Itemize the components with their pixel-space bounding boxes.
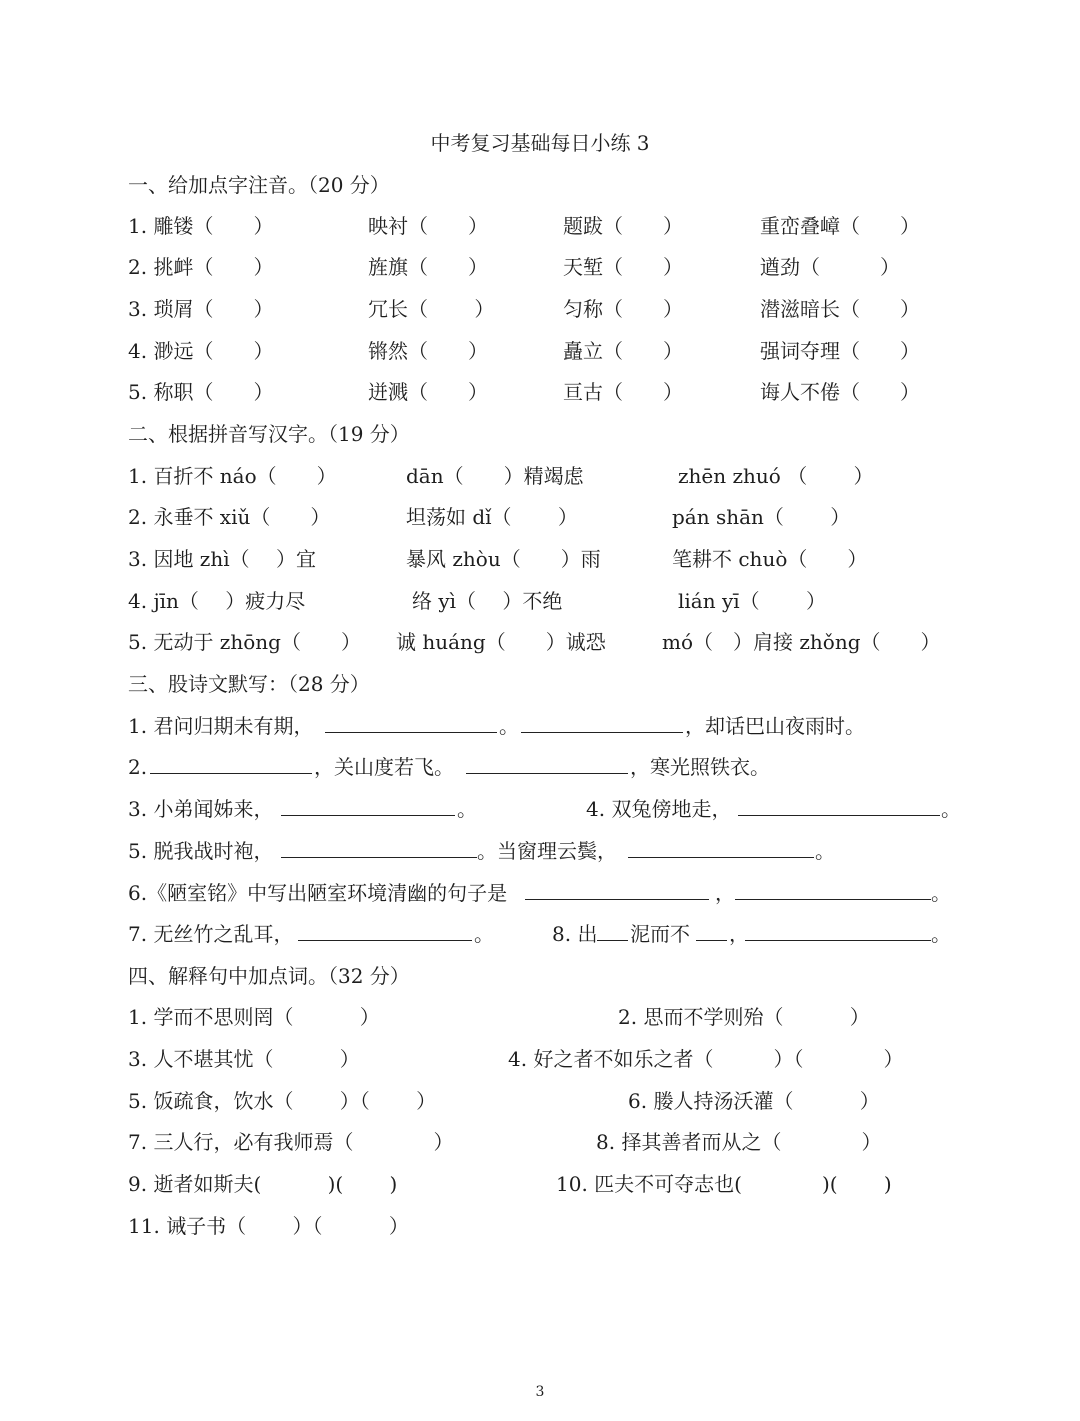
question-item: 映衬（ ） [368,214,488,238]
question-item: 10. 匹夫不可夺志也( )( ) [556,1172,892,1196]
list-item [0,250,1080,284]
list-item [0,876,1080,910]
list-item [0,917,1080,951]
section4 [0,959,1080,993]
question-text: 。 [931,922,951,946]
question-item: 5. 称职（ ） [128,380,274,404]
question-item: 诲人不倦（ ） [760,380,920,404]
list-item [0,542,1080,576]
question-item: 1. 雕镂（ ） [128,214,274,238]
question-item: 5. 饭疏食，饮水（ ）（ ） [128,1089,437,1113]
answer-blank[interactable] [150,751,312,774]
question-item: pán shān（ ） [672,505,851,529]
question-item: 2. 挑衅（ ） [128,255,274,279]
question-item: 6. 媵人持汤沃灌（ ） [628,1089,880,1113]
question-text: ， [715,881,735,905]
answer-blank[interactable] [735,877,931,900]
question-item: 迸溅（ ） [368,380,488,404]
section-heading: 二、根据拼音写汉字。（19 分） [128,422,410,446]
answer-blank[interactable] [521,710,683,733]
section3 [0,667,1080,701]
question-item: 4. jīn（ ）疲力尽 [128,589,306,613]
question-item: 遒劲（ ） [760,255,900,279]
question-item: 8. 择其善者而从之（ ） [596,1130,882,1154]
question-text: 3. 小弟闻姊来， [128,797,274,821]
question-item: 5. 无动于 zhōng（ ） [128,630,361,654]
answer-blank[interactable] [745,918,931,941]
answer-blank[interactable] [597,918,628,941]
question-item: 匀称（ ） [563,297,683,321]
answer-blank[interactable] [298,918,472,941]
question-item: 潜滋暗长（ ） [760,297,920,321]
list-item [0,834,1080,868]
list-item [0,209,1080,243]
answer-blank[interactable] [525,877,709,900]
question-item: 9. 逝者如斯夫( )( ) [128,1172,398,1196]
question-item: 3. 琐屑（ ） [128,297,274,321]
section1 [0,168,1080,202]
question-text: 7. 无丝竹之乱耳， [128,922,294,946]
question-text: 。 [474,922,494,946]
question-item: mó（ ）肩接 zhǒng（ ） [662,630,941,654]
answer-blank[interactable] [738,793,940,816]
question-text: 。 [815,839,835,863]
answer-blank[interactable] [281,793,455,816]
list-item [0,500,1080,534]
question-text: 。当窗理云鬓， [477,839,617,863]
question-item: 冗长（ ） [368,297,495,321]
question-text: 泥而不 [630,922,690,946]
question-text: 4. 双兔傍地走， [586,797,732,821]
list-item [0,1000,1080,1034]
question-item: 11. 诫子书（ ）（ ） [128,1214,409,1238]
question-item: 题跋（ ） [563,214,683,238]
list-item [0,584,1080,618]
answer-blank[interactable] [281,835,477,858]
question-item: 矗立（ ） [563,339,683,363]
question-text: 8. 出 [552,922,598,946]
section-heading: 三、股诗文默写：（28 分） [128,672,370,696]
question-item: zhēn zhuó （ ） [678,464,874,488]
question-item: 暴风 zhòu（ ）雨 [406,547,601,571]
question-item: 4. 渺远（ ） [128,339,274,363]
section-heading: 四、解释句中加点词。（32 分） [128,964,410,988]
question-item: 4. 好之者不如乐之者（ ）（ ） [508,1047,904,1071]
question-text: 。 [457,797,477,821]
question-text: 6.《陋室铭》中写出陋室环境清幽的句子是 [128,881,508,905]
list-item [0,750,1080,784]
list-item [0,792,1080,826]
answer-blank[interactable] [466,751,628,774]
question-text: 5. 脱我战时袍， [128,839,274,863]
list-item [0,375,1080,409]
answer-blank[interactable] [628,835,814,858]
question-item: 3. 人不堪其忧（ ） [128,1047,360,1071]
list-item [0,292,1080,326]
question-item: 3. 因地 zhì（ ）宜 [128,547,316,571]
question-item: 1. 学而不思则罔（ ） [128,1005,380,1029]
question-item: 强词夺理（ ） [760,339,920,363]
page-number: 3 [535,1384,545,1400]
question-item: 络 yì（ ）不绝 [412,589,563,613]
question-item: dān（ ）精竭虑 [406,464,584,488]
question-item: 笔耕不 chuò（ ） [672,547,868,571]
question-item: 诚 huáng（ ）诚恐 [396,630,606,654]
question-text: ， [729,922,749,946]
list-item [0,625,1080,659]
page-title: 中考复习基础每日小练 3 [430,131,650,155]
list-item [0,1167,1080,1201]
question-text: 。 [941,797,961,821]
question-item: lián yī（ ） [678,589,827,613]
answer-blank[interactable] [325,710,497,733]
question-item: 亘古（ ） [563,380,683,404]
list-item [0,1084,1080,1118]
question-item: 7. 三人行，必有我师焉（ ） [128,1130,454,1154]
list-item [0,1125,1080,1159]
section2 [0,417,1080,451]
answer-blank[interactable] [696,918,727,941]
question-text: 1. 君问归期未有期， [128,714,314,738]
question-text: ，却话巴山夜雨时。 [685,714,865,738]
question-item: 1. 百折不 náo（ ） [128,464,337,488]
list-item [0,1042,1080,1076]
list-item [0,459,1080,493]
question-text: ，关山度若飞。 [314,755,454,779]
question-item: 2. 永垂不 xiǔ（ ） [128,505,331,529]
question-item: 坦荡如 dǐ（ ） [406,505,578,529]
question-item: 重峦叠嶂（ ） [760,214,920,238]
question-text: 。 [499,714,519,738]
list-item [0,709,1080,743]
section-heading: 一、给加点字注音。（20 分） [128,173,390,197]
question-item: 锵然（ ） [368,339,488,363]
question-item: 天堑（ ） [563,255,683,279]
question-text: ，寒光照铁衣。 [630,755,770,779]
question-item: 旌旗（ ） [368,255,488,279]
question-item: 2. 思而不学则殆（ ） [618,1005,870,1029]
question-text: 2. [128,755,148,779]
question-text: 。 [931,881,951,905]
list-item [0,334,1080,368]
list-item [0,1209,1080,1243]
